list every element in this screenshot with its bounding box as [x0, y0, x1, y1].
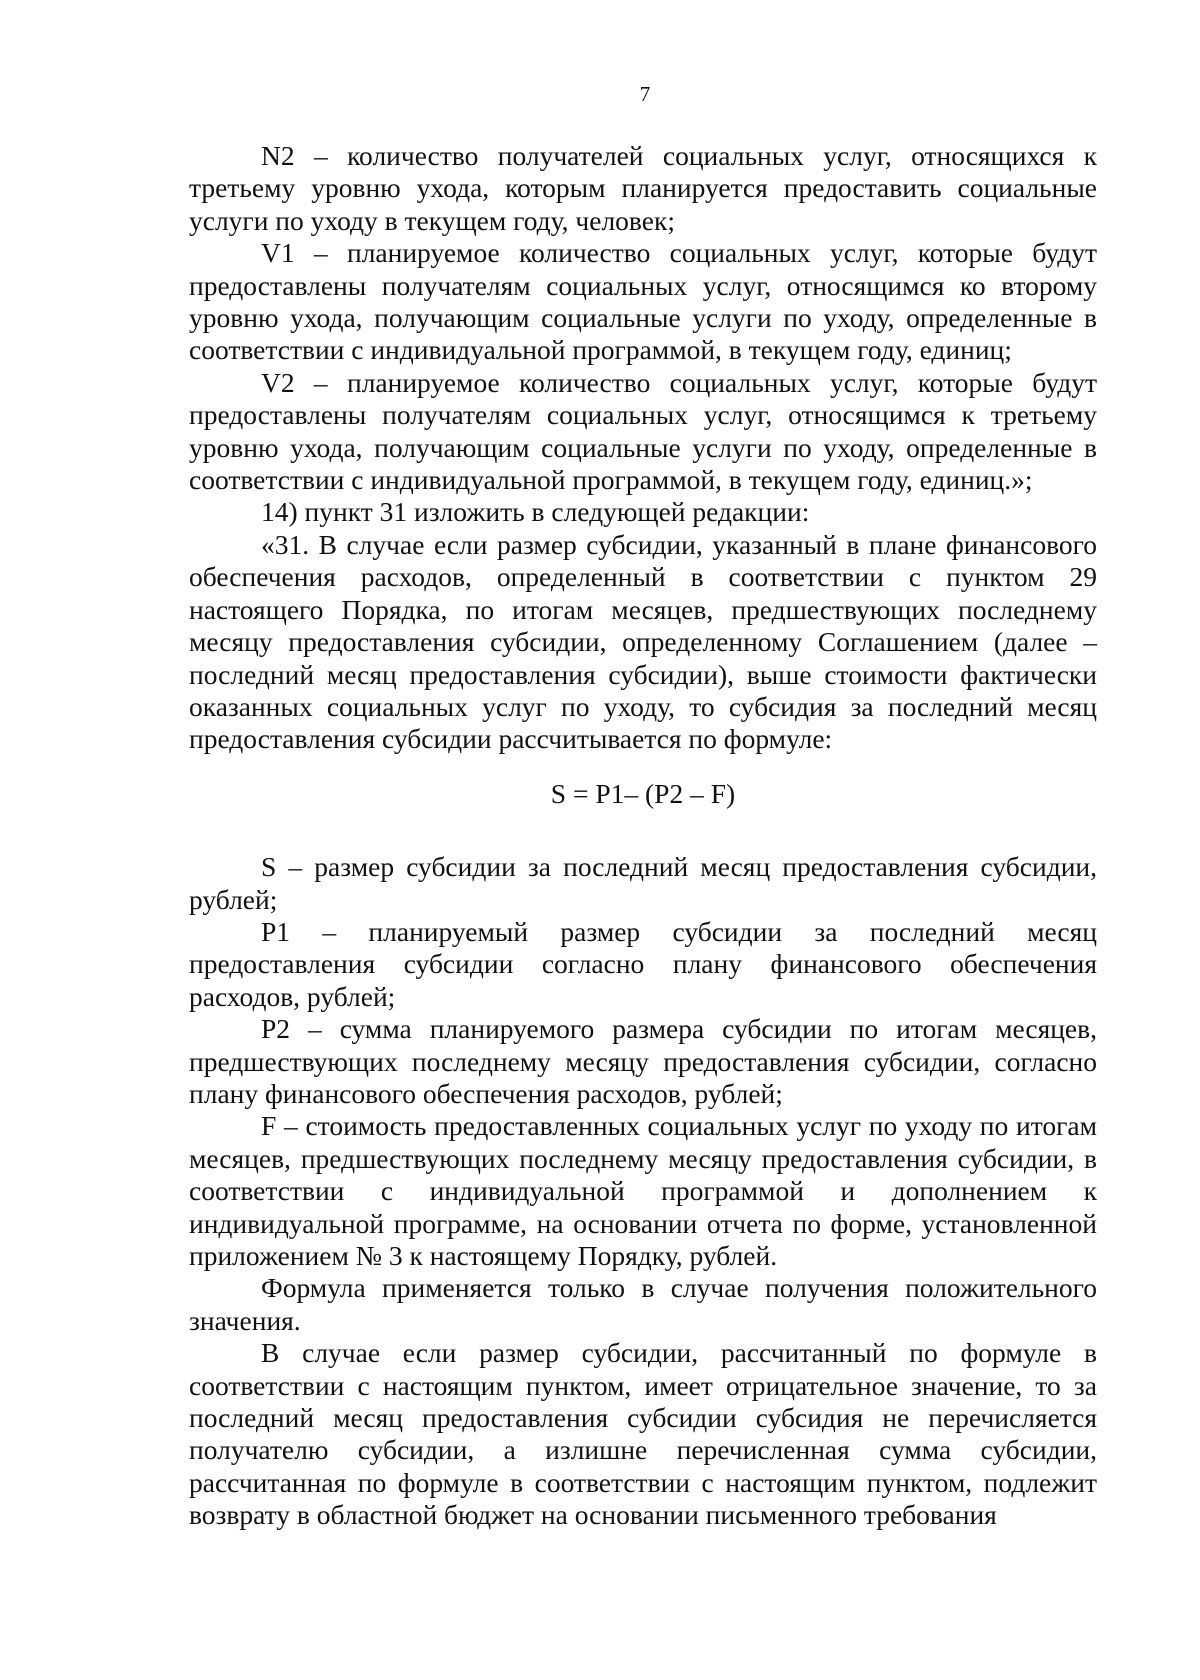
paragraph-n2-definition: N2 – количество получателей социальных услуг, относящихся к третьему уровню ухода, которым планируется предоставить социальные услуги по уходу в текущем году, человек; — [189, 140, 1097, 236]
paragraph-v1-definition: V1 – планируемое количество социальных услуг, которые будут предоставлены получателям социальных услуг, относящимся ко второму уровню ухода, получающим социальные услуги по уходу, определенные в соответствии с индивидуальной программой, в текущем году, единиц; — [189, 237, 1097, 366]
paragraph-f-definition: F – стоимость предоставленных социальных услуг по уходу по итогам месяцев, предшествующих последнему месяцу предоставления субсидии, в соответствии с индивидуальной программой и дополнением к индивидуальной программе, на основании отчета по форме, установленной приложением № 3 к настоящему Порядку, рублей. — [189, 1110, 1097, 1271]
paragraph-negative-value-rule: В случае если размер субсидии, рассчитанный по формуле в соответствии с настоящим пунктом, имеет отрицательное значение, то за последний месяц предоставления субсидии субсидия не перечисляется получателю субсидии, а излишне перечисленная сумма субсидии, рассчитанная по формуле в соответствии с настоящим пунктом, подлежит возврату в областной бюджет на основании письменного требования — [189, 1337, 1097, 1531]
paragraph-v2-definition: V2 – планируемое количество социальных услуг, которые будут предоставлены получателям социальных услуг, относящимся к третьему уровню ухода, получающим социальные услуги по уходу, определенные в соответствии с индивидуальной программой, в текущем году, единиц.»; — [189, 366, 1097, 496]
paragraph-clause-31: «31. В случае если размер субсидии, указанный в плане финансового обеспечения расходов, определенный в соответствии с пунктом 29 настоящего Порядка, по итогам месяцев, предшествующих последнему месяцу предоставления субсидии, определенному Соглашением (далее – последний месяц предоставления субсидии), выше стоимости фактически оказанных социальных услуг по уходу, то субсидия за последний месяц предоставления субсидии рассчитывается по формуле: — [189, 528, 1097, 755]
paragraph-item-14: 14) пункт 31 изложить в следующей редакции: — [261, 496, 810, 528]
document-body — [189, 140, 1097, 1532]
page-number: 7 — [639, 82, 651, 106]
paragraph-formula-positive-note: Формула применяется только в случае получения положительного значения. — [189, 1272, 1097, 1336]
paragraph-p2-definition: P2 – сумма планируемого размера субсидии по итогам месяцев, предшествующих последнему месяцу предоставления субсидии, согласно плану финансового обеспечения расходов, рублей; — [189, 1013, 1097, 1109]
paragraph-p1-definition: P1 – планируемый размер субсидии за последний месяц предоставления субсидии согласно плану финансового обеспечения расходов, рублей; — [189, 915, 1097, 1012]
paragraph-s-definition: S – размер субсидии за последний месяц предоставления субсидии, рублей; — [189, 851, 1097, 915]
formula: S = P1– (P2 – F) — [550, 777, 736, 809]
